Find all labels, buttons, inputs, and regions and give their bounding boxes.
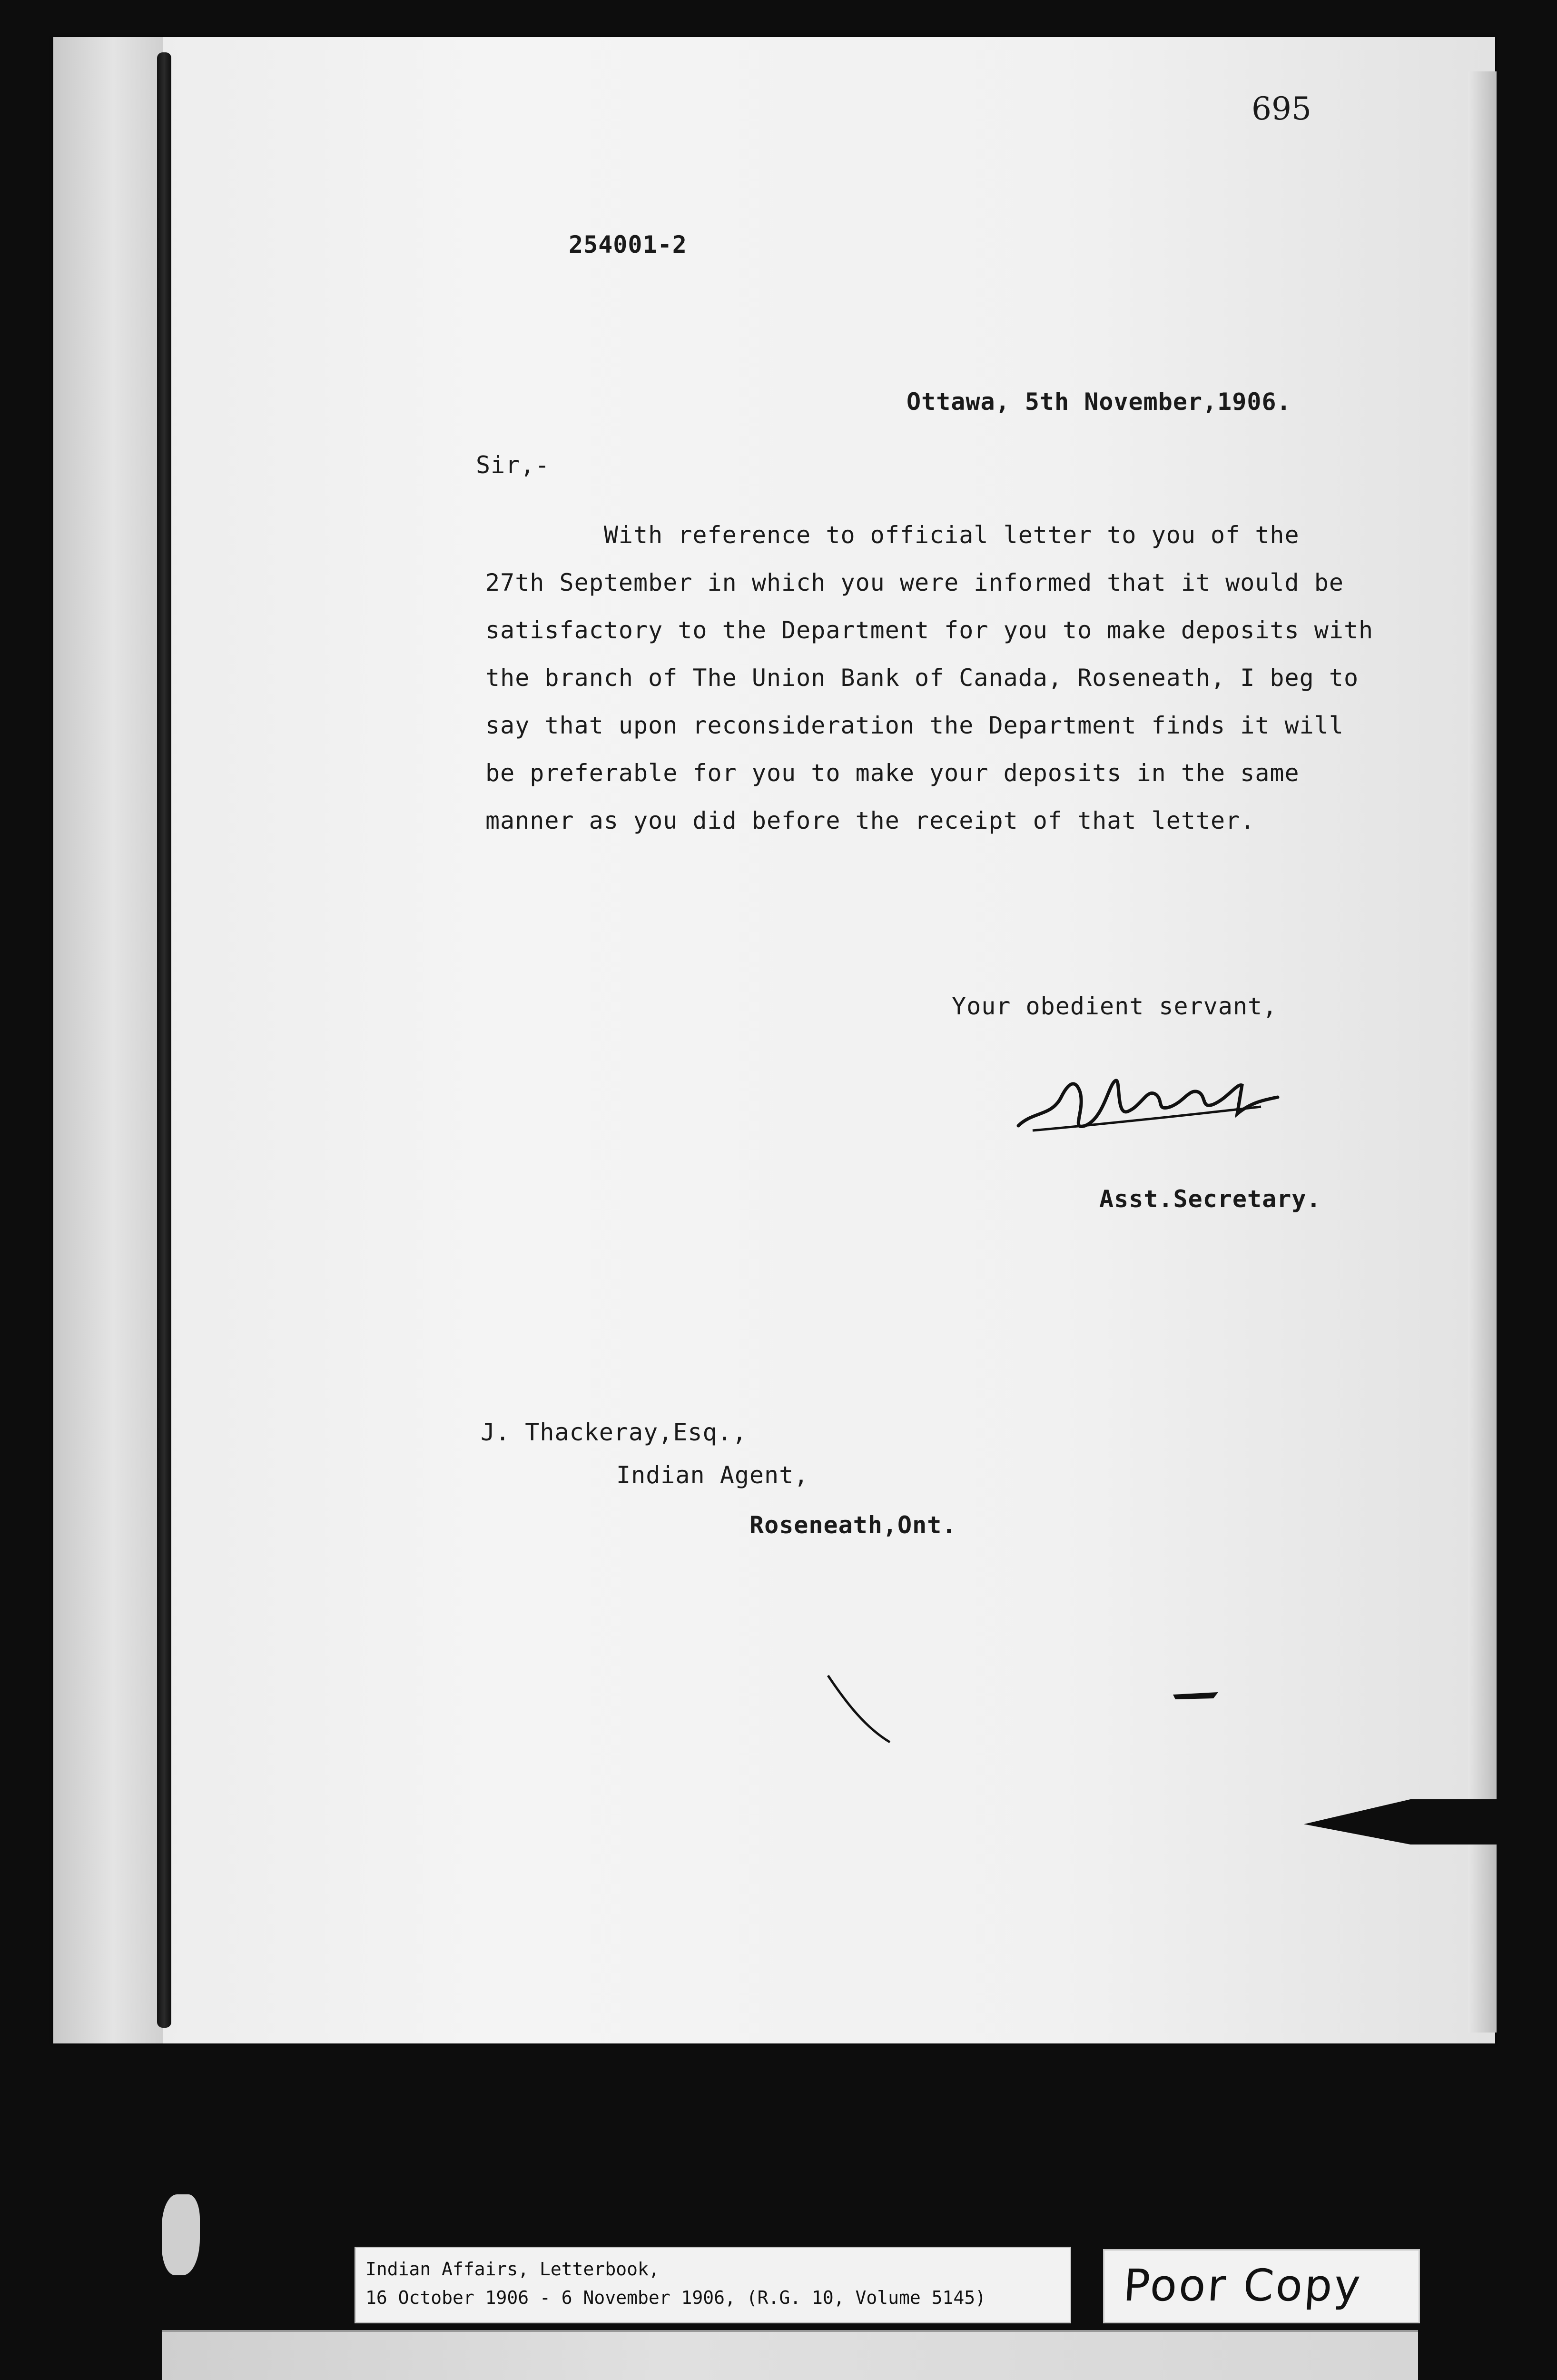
date-line: Ottawa, 5th November,1906. bbox=[907, 388, 1291, 416]
binding-shadow bbox=[157, 52, 171, 2028]
closing: Your obedient servant, bbox=[952, 992, 1278, 1020]
file-number: 254001-2 bbox=[569, 231, 687, 258]
paper-scrap bbox=[162, 2194, 200, 2275]
signer-title: Asst.Secretary. bbox=[1099, 1185, 1321, 1213]
body-line: 27th September in which you were informed that it would be bbox=[485, 569, 1344, 596]
page-edge bbox=[1468, 71, 1497, 2033]
body-line: satisfactory to the Department for you to make deposits with bbox=[485, 616, 1374, 644]
pen-mark bbox=[818, 1666, 914, 1752]
body-line: be preferable for you to make your deposits in the same bbox=[485, 759, 1300, 787]
archives-plate bbox=[162, 2330, 1418, 2380]
poor-copy-text: Poor Copy bbox=[1122, 2260, 1364, 2311]
address-line: Roseneath,Ont. bbox=[749, 1511, 957, 1539]
citation-line: 16 October 1906 - 6 November 1906, (R.G. 10, Volume 5145) bbox=[365, 2287, 986, 2308]
citation-label bbox=[355, 2247, 1071, 2323]
body-line: manner as you did before the receipt of that letter. bbox=[485, 807, 1255, 834]
letter-body bbox=[485, 521, 1374, 834]
salutation: Sir,- bbox=[476, 451, 550, 479]
citation-line: Indian Affairs, Letterbook, bbox=[365, 2259, 660, 2280]
address-line: J. Thackeray,Esq., bbox=[481, 1418, 747, 1446]
ink-blot bbox=[1171, 1685, 1223, 1704]
letter-page bbox=[53, 37, 1495, 2043]
binding-strip bbox=[53, 37, 163, 2043]
page-number: 695 bbox=[1252, 90, 1311, 127]
body-line: say that upon reconsideration the Department finds it will bbox=[485, 712, 1344, 739]
body-line: With reference to official letter to you of the bbox=[485, 521, 1300, 549]
address-line: Indian Agent, bbox=[616, 1461, 809, 1489]
handwritten-signature bbox=[1014, 1054, 1280, 1150]
poor-copy-label bbox=[1103, 2249, 1420, 2323]
body-line: the branch of The Union Bank of Canada, Roseneath, I beg to bbox=[485, 664, 1359, 692]
